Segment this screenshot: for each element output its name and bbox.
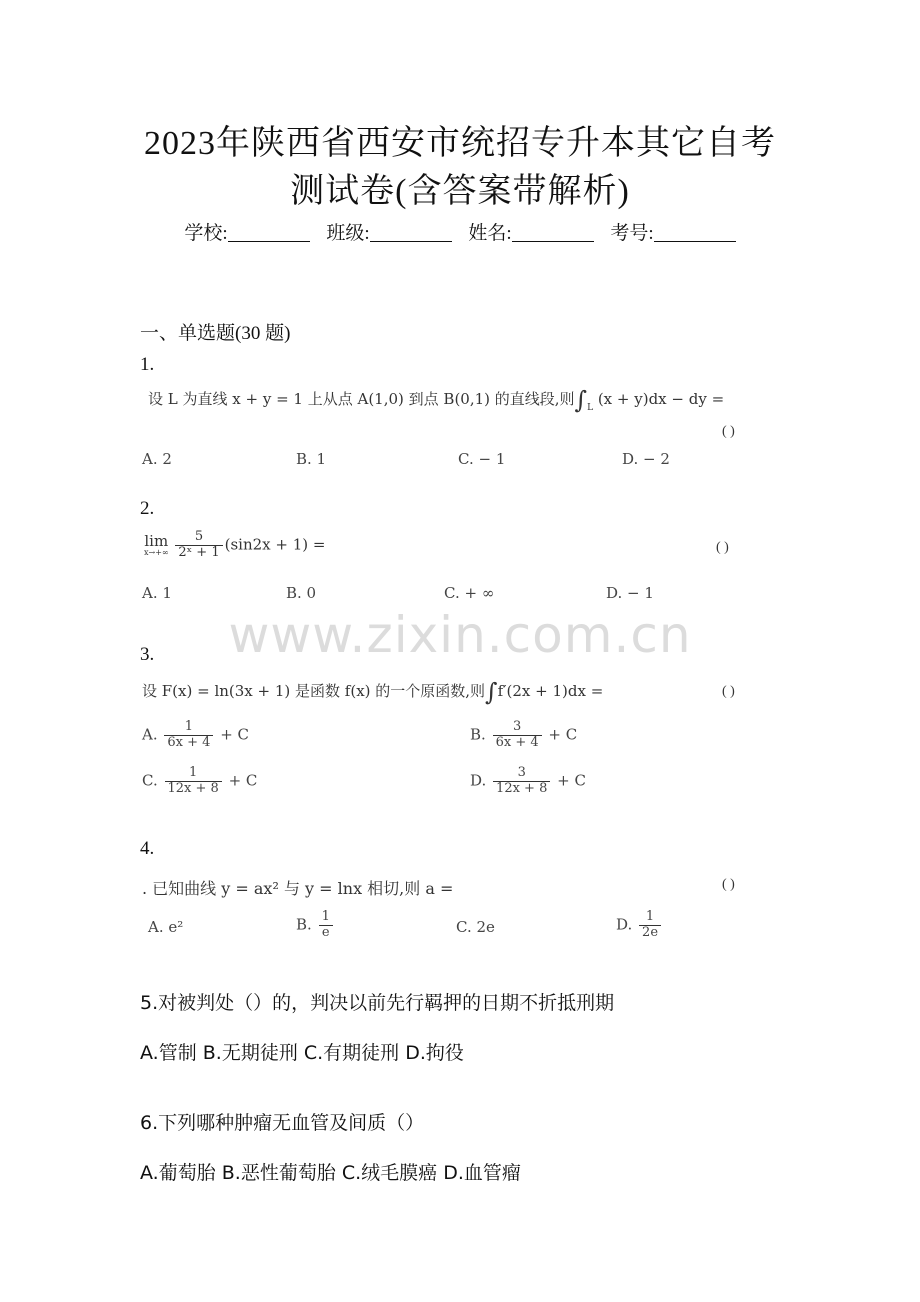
- frac-num: 1: [184, 719, 194, 734]
- field-class-label: 班级:: [326, 223, 370, 244]
- q1-bracket: ( ): [722, 424, 735, 439]
- q3-option-b[interactable]: [470, 720, 577, 751]
- q3-option-c[interactable]: [142, 766, 257, 797]
- q3-stem: [142, 678, 603, 706]
- frac-num: 3: [512, 719, 522, 734]
- frac-num: 1: [645, 909, 655, 924]
- q3-option-b-tail: + C: [548, 725, 578, 744]
- field-name: [468, 223, 593, 244]
- section-heading: 一、单选题(30 题): [140, 323, 291, 344]
- frac-den: 12x + 8: [493, 781, 550, 797]
- field-exam-no-blank[interactable]: [654, 223, 736, 242]
- field-exam-no: [610, 223, 735, 244]
- q4-option-d-label: D.: [616, 915, 633, 934]
- q3-option-d-tail: + C: [557, 771, 586, 790]
- integral-sign: ∫: [485, 678, 498, 706]
- q2-frac-den: 2ˣ + 1: [175, 545, 222, 561]
- field-school-blank[interactable]: [228, 223, 310, 242]
- q2-option-a[interactable]: A. 1: [142, 584, 172, 602]
- q6-options[interactable]: A.葡萄胎 B.恶性葡萄胎 C.绒毛膜癌 D.血管瘤: [140, 1162, 521, 1184]
- q2-number: 2.: [140, 498, 155, 519]
- field-school: [184, 223, 309, 244]
- q4-option-d[interactable]: [616, 910, 663, 941]
- q2-lim-text: lim: [144, 531, 169, 550]
- q3-option-a[interactable]: [142, 720, 249, 751]
- q3-number: 3.: [140, 644, 155, 665]
- integral-sign: ∫: [574, 386, 588, 414]
- q5-stem: 5.对被判处（）的，判决以前先行羁押的日期不折抵刑期: [140, 992, 615, 1014]
- watermark: www.zixin.com.cn: [228, 606, 692, 664]
- field-name-blank[interactable]: [512, 223, 594, 242]
- q4-option-b-frac: [319, 910, 333, 941]
- frac-den: 12x + 8: [165, 781, 222, 797]
- q3-option-a-tail: + C: [220, 725, 250, 744]
- field-name-label: 姓名:: [468, 223, 512, 244]
- frac-num: 1: [321, 909, 330, 924]
- q1-option-c[interactable]: C. − 1: [458, 450, 506, 468]
- field-class: [326, 223, 451, 244]
- q2-limit: [144, 531, 169, 557]
- q4-option-a[interactable]: A. e²: [148, 918, 184, 936]
- q4-option-d-frac: [639, 910, 661, 941]
- q3-option-d[interactable]: [470, 766, 586, 797]
- q3-stem-post: f′(2x + 1)dx =: [497, 682, 604, 700]
- q1-number: 1.: [140, 354, 155, 375]
- q3-option-c-label: C.: [142, 771, 158, 790]
- q1-option-d[interactable]: D. − 2: [622, 450, 670, 468]
- q2-fraction: [175, 530, 222, 561]
- q2-option-d[interactable]: D. − 1: [606, 584, 654, 602]
- q3-stem-pre: 设 F(x) = ln(3x + 1) 是函数 f(x) 的一个原函数,则: [142, 682, 486, 700]
- q2-option-c[interactable]: C. + ∞: [444, 584, 495, 602]
- q2-stem: [144, 530, 325, 561]
- frac-den: 6x + 4: [493, 735, 542, 751]
- frac-den: 2e: [639, 925, 661, 941]
- q2-stem-post: (sin2x + 1) =: [224, 535, 326, 554]
- q2-bracket: ( ): [716, 540, 729, 555]
- doc-title-line1: 2023年陕西省西安市统招专升本其它自考: [144, 125, 776, 162]
- q1-integral-sub: L: [587, 403, 594, 413]
- q3-option-d-frac: [493, 766, 550, 797]
- q3-option-a-frac: [164, 720, 213, 751]
- q3-option-a-label: A.: [142, 725, 158, 744]
- q4-bracket: ( ): [722, 877, 735, 892]
- q1-option-b[interactable]: B. 1: [296, 450, 327, 468]
- q4-number: 4.: [140, 838, 155, 859]
- frac-num: 1: [189, 765, 198, 780]
- frac-num: 3: [517, 765, 526, 780]
- field-school-label: 学校:: [184, 223, 228, 244]
- q2-option-b[interactable]: B. 0: [286, 584, 317, 602]
- field-exam-no-label: 考号:: [610, 223, 654, 244]
- q4-option-c[interactable]: C. 2e: [456, 918, 495, 936]
- q3-option-c-frac: [165, 766, 222, 797]
- q6-stem: 6.下列哪种肿瘤无血管及间质（）: [140, 1112, 425, 1134]
- frac-den: 6x + 4: [164, 735, 213, 751]
- q4-option-b-label: B.: [296, 915, 312, 934]
- q1-stem: [148, 386, 724, 414]
- field-class-blank[interactable]: [370, 223, 452, 242]
- q1-option-a[interactable]: A. 2: [142, 450, 172, 468]
- q3-bracket: ( ): [722, 684, 735, 699]
- q1-stem-pre: 设 L 为直线 x + y = 1 上从点 A(1,0) 到点 B(0,1) 的直线段,则: [148, 390, 575, 408]
- frac-den: e: [319, 925, 333, 941]
- q4-stem: . 已知曲线 y = ax² 与 y = lnx 相切,则 a =: [142, 879, 454, 898]
- q1-stem-post: (x + y)dx − dy =: [597, 390, 725, 408]
- q3-option-b-frac: [493, 720, 542, 751]
- q3-option-c-tail: + C: [228, 771, 258, 790]
- q4-option-b[interactable]: [296, 910, 335, 941]
- info-row: [0, 218, 920, 245]
- q3-option-d-label: D.: [470, 771, 487, 790]
- q5-options[interactable]: A.管制 B.无期徒刑 C.有期徒刑 D.拘役: [140, 1042, 464, 1064]
- q3-option-b-label: B.: [470, 725, 486, 744]
- q2-lim-sub: x→+∞: [144, 547, 169, 557]
- doc-title-line2: 测试卷(含答案带解析): [290, 173, 630, 210]
- q2-frac-num: 5: [194, 529, 204, 544]
